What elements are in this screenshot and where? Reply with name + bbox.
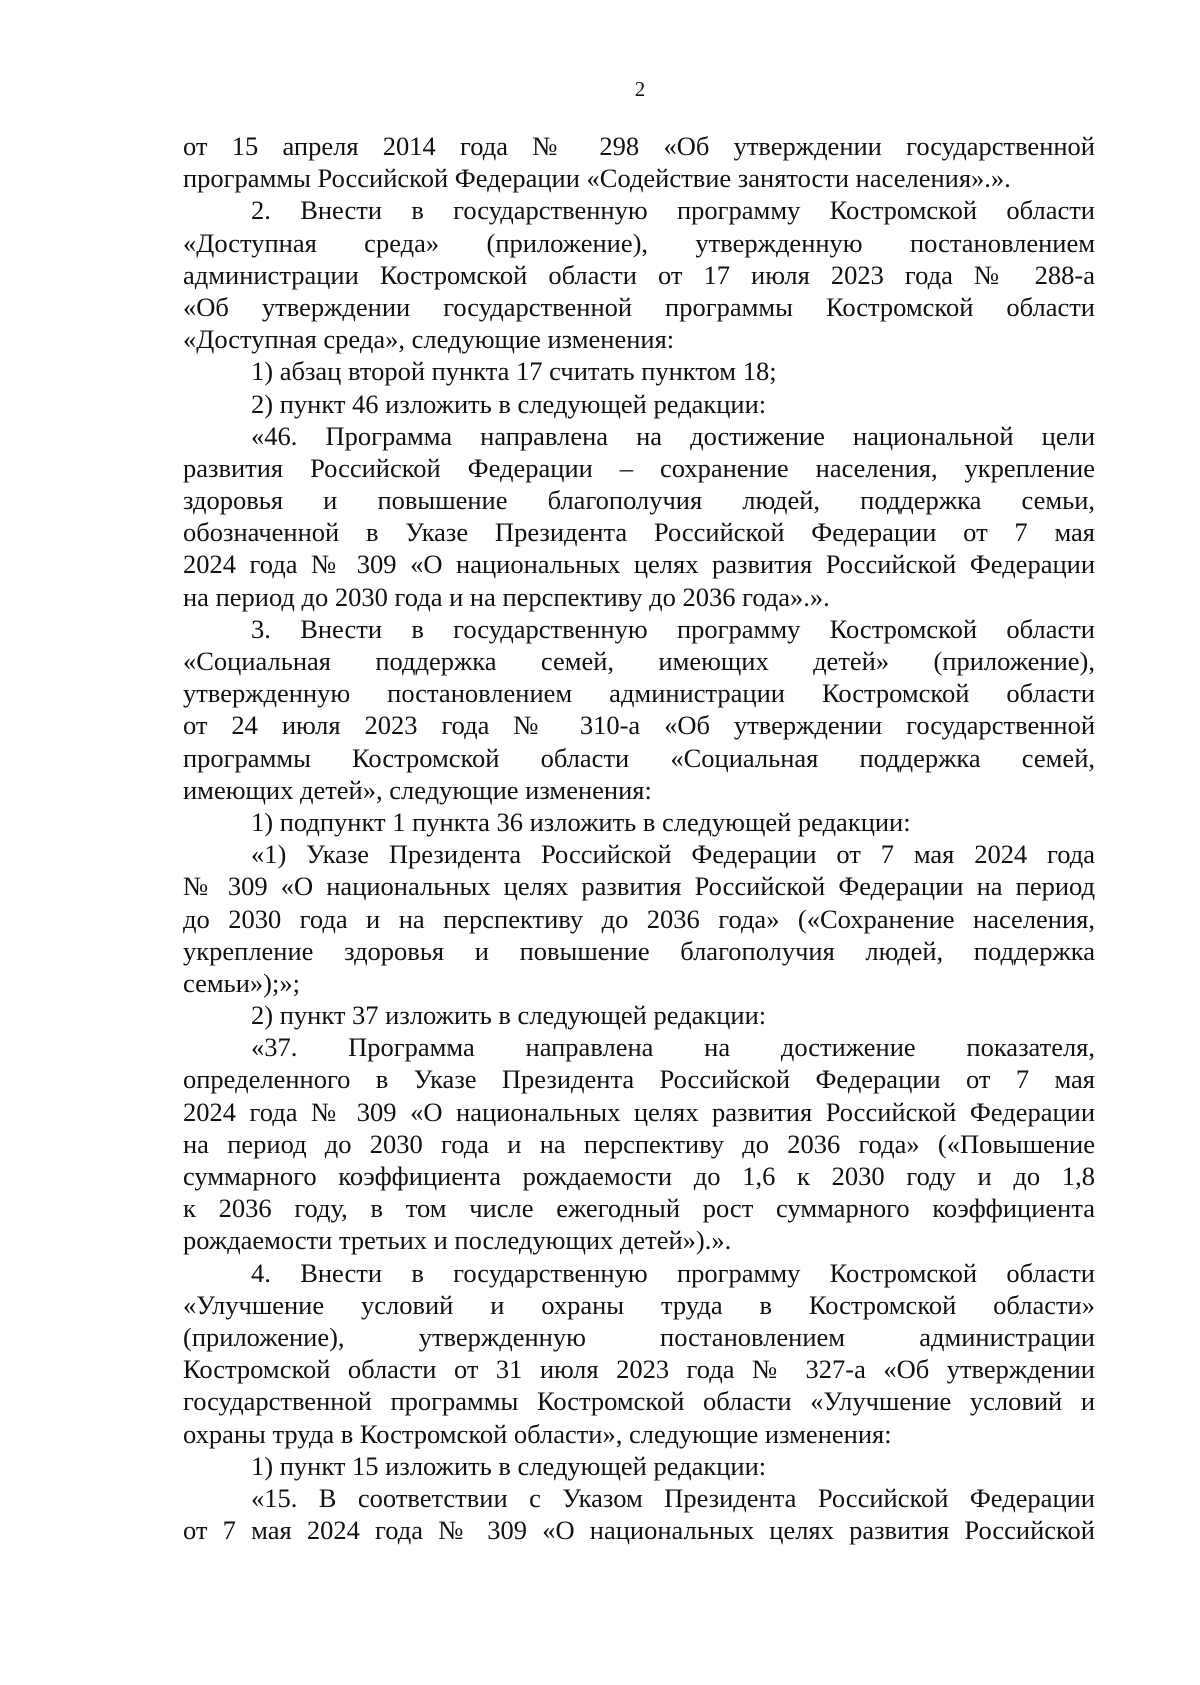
- text-line: семьи»);»;: [183, 967, 300, 998]
- document-body: [183, 130, 1095, 1546]
- text-line: 1) подпункт 1 пункта 36 изложить в следующей редакции:: [251, 806, 911, 837]
- text-line: от 15 апреля 2014 года № 298 «Об утверждении государственной: [183, 131, 1095, 161]
- text-line: администрации Костромской области от 17 июля 2023 года № 288-а: [183, 259, 1095, 290]
- text-line: здоровья и повышение благополучия людей, поддержка семьи,: [183, 485, 1095, 516]
- text-line: «37. Программа направлена на достижение показателя,: [251, 1032, 1095, 1063]
- text-line: 1) абзац второй пункта 17 считать пунктом 18;: [251, 356, 777, 387]
- text-line: имеющих детей», следующие изменения:: [183, 774, 652, 805]
- text-line: государственной программы Костромской области «Улучшение условий и: [183, 1386, 1095, 1417]
- text-line: суммарного коэффициента рождаемости до 1,6 к 2030 году и до 1,8: [183, 1161, 1095, 1191]
- text-line: «Об утверждении государственной программы Костромской области: [183, 291, 1095, 322]
- text-line: 2024 года № 309 «О национальных целях развития Российской Федерации: [183, 549, 1095, 580]
- text-line: 2. Внести в государственную программу Костромской области: [251, 195, 1095, 226]
- text-line: (приложение), утвержденную постановлением администрации: [183, 1321, 1095, 1352]
- text-line: «Доступная среда», следующие изменения:: [183, 324, 675, 355]
- text-line: Костромской области от 31 июля 2023 года № 327-а «Об утверждении: [183, 1354, 1095, 1385]
- text-line: рождаемости третьих и последующих детей»).».: [183, 1225, 732, 1256]
- text-line: «Доступная среда» (приложение), утвержденную постановлением: [183, 227, 1095, 258]
- text-line: укрепление здоровья и повышение благополучия людей, поддержка: [183, 935, 1095, 966]
- text-line: охраны труда в Костромской области», следующие изменения:: [183, 1418, 892, 1449]
- text-line: «15. В соответствии с Указом Президента Российской Федерации: [251, 1482, 1095, 1513]
- text-line: 2024 года № 309 «О национальных целях развития Российской Федерации: [183, 1096, 1095, 1127]
- text-line: «Социальная поддержка семей, имеющих детей» (приложение),: [183, 646, 1095, 676]
- text-line: на период до 2030 года и на перспективу до 2036 года».».: [183, 581, 830, 612]
- text-line: развития Российской Федерации – сохранение населения, укрепление: [183, 452, 1095, 483]
- text-line: обозначенной в Указе Президента Российской Федерации от 7 мая: [183, 517, 1095, 548]
- text-line: от 7 мая 2024 года № 309 «О национальных целях развития Российской: [183, 1515, 1095, 1546]
- text-line: 2) пункт 46 изложить в следующей редакции:: [251, 388, 767, 419]
- text-line: 4. Внести в государственную программу Костромской области: [251, 1257, 1095, 1288]
- text-line: определенного в Указе Президента Российской Федерации от 7 мая: [183, 1064, 1095, 1095]
- text-line: на период до 2030 года и на перспективу до 2036 года» («Повышение: [183, 1128, 1095, 1159]
- page-number: 2: [634, 77, 646, 101]
- text-line: до 2030 года и на перспективу до 2036 года» («Сохранение населения,: [183, 903, 1095, 934]
- text-line: 1) пункт 15 изложить в следующей редакции:: [251, 1450, 767, 1481]
- text-line: № 309 «О национальных целях развития Российской Федерации на период: [183, 871, 1095, 902]
- text-line: «Улучшение условий и охраны труда в Костромской области»: [183, 1289, 1095, 1320]
- text-line: к 2036 году, в том числе ежегодный рост суммарного коэффициента: [183, 1193, 1095, 1224]
- text-line: «1) Указе Президента Российской Федерации от 7 мая 2024 года: [251, 839, 1095, 870]
- text-line: программы Костромской области «Социальная поддержка семей,: [183, 742, 1095, 773]
- text-line: от 24 июля 2023 года № 310-а «Об утверждении государственной: [183, 710, 1095, 741]
- text-line: утвержденную постановлением администрации Костромской области: [183, 678, 1095, 709]
- text-line: программы Российской Федерации «Содействие занятости населения».».: [183, 163, 1011, 194]
- text-line: 2) пункт 37 изложить в следующей редакции:: [251, 1000, 767, 1031]
- text-line: «46. Программа направлена на достижение национальной цели: [251, 420, 1095, 451]
- text-line: 3. Внести в государственную программу Костромской области: [251, 613, 1095, 644]
